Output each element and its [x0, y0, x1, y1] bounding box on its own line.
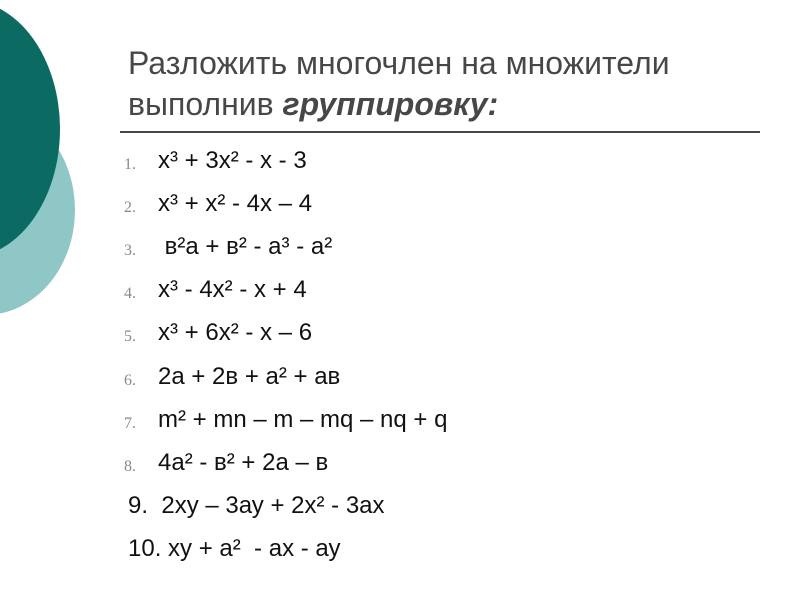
title-line-1: Разложить многочлен на множители — [128, 45, 670, 81]
list-item-plain — [0, 535, 700, 575]
list-item-plain — [0, 492, 700, 532]
title-line-2 — [128, 84, 768, 125]
list-item-expression: х³ + 6х² - х – 6 — [158, 319, 313, 346]
list-item-expression: х³ + 3х² - х - 3 — [158, 147, 307, 174]
list-item-number: 3. — [124, 242, 136, 259]
list-item — [0, 276, 700, 316]
title-line-2-emphasis: группировку: — [282, 86, 499, 122]
list-item-number: 5. — [124, 328, 136, 345]
list-item — [0, 406, 700, 446]
list-item-number: 8. — [124, 458, 136, 475]
title-line-2-prefix: выполнив — [128, 86, 283, 122]
list-item-expression: 2а + 2в + а² + ав — [158, 363, 341, 390]
list-item-text: 9. 2ху – 3ау + 2х² - 3ах — [128, 492, 385, 519]
list-item-number: 2. — [124, 199, 136, 216]
list-item-number: 4. — [124, 285, 136, 302]
list-item — [0, 363, 700, 403]
list-item-number: 7. — [124, 415, 136, 432]
list-item-number: 6. — [124, 372, 136, 389]
title-divider — [120, 131, 760, 133]
list-item-expression: 4а² - в² + 2а – в — [158, 449, 329, 476]
list-item-expression: х³ - 4х² - х + 4 — [158, 276, 307, 303]
list-item-expression: в²а + в² - а³ - а² — [158, 233, 333, 260]
list-item-text: 10. ху + а² - ах - ау — [128, 535, 341, 562]
list-item-expression: х³ + х² - 4х – 4 — [158, 190, 313, 217]
list-item — [0, 190, 700, 230]
list-item-number: 1. — [124, 156, 136, 173]
list-item — [0, 233, 700, 273]
slide-title — [128, 43, 768, 125]
list-item — [0, 319, 700, 359]
list-item — [0, 147, 700, 187]
list-item — [0, 449, 700, 489]
list-item-expression: m² + mn – m – mq – nq + q — [158, 406, 448, 433]
